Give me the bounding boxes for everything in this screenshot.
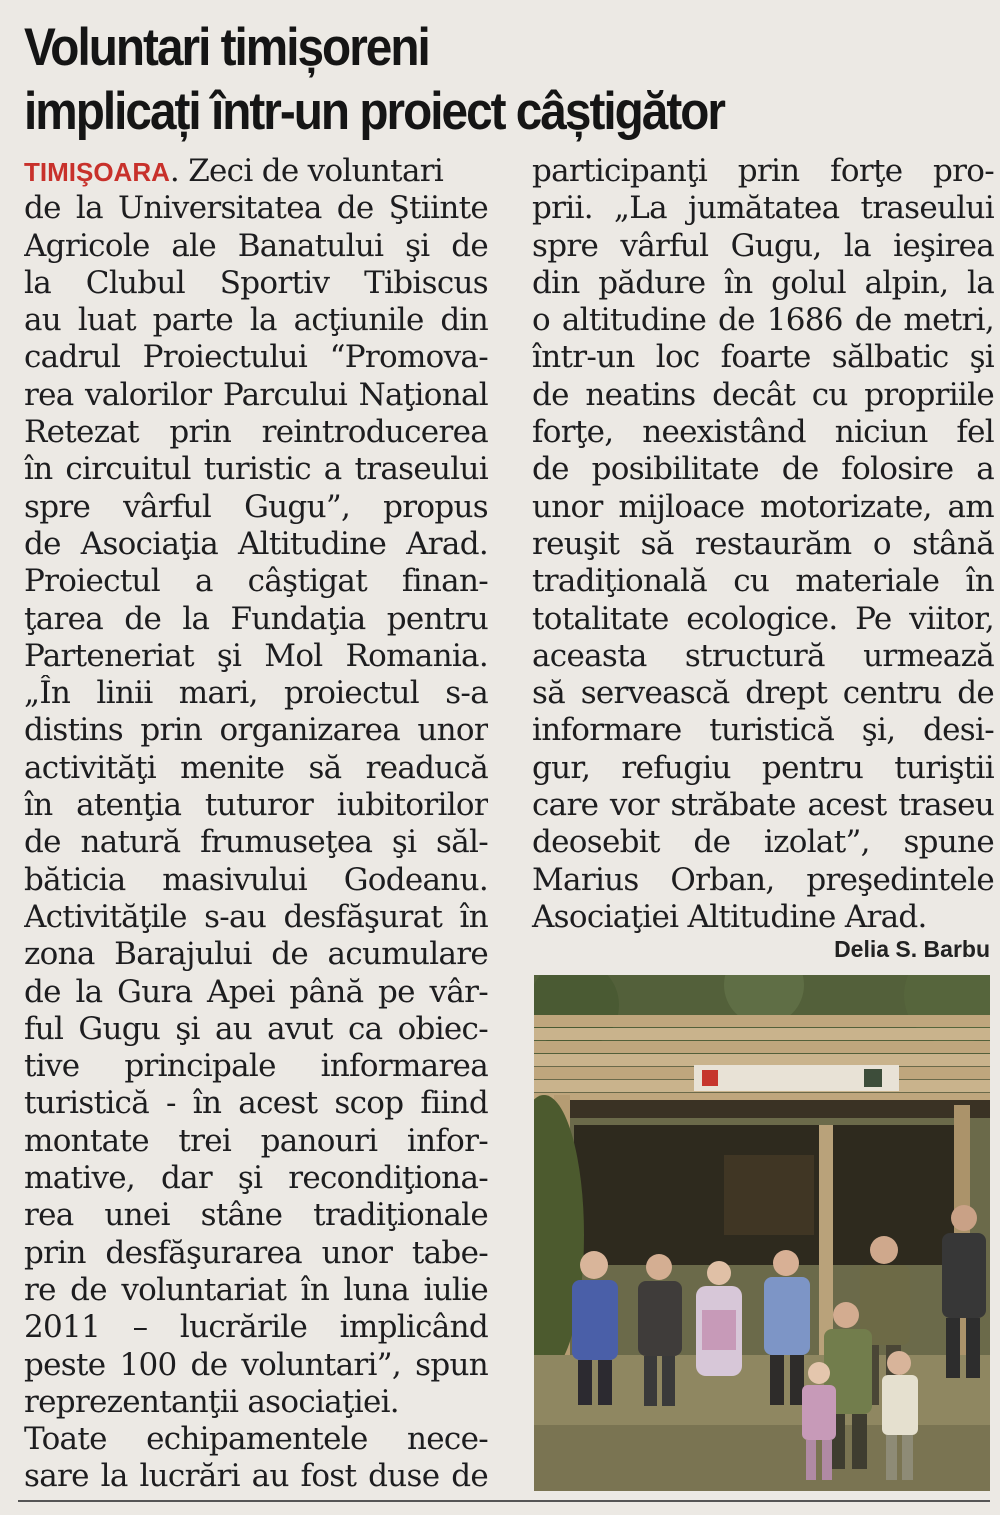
article-line: la Clubul Sportiv Tibiscus [24,264,488,301]
article-line: Parteneriat şi Mol Romania. [24,637,488,674]
article-line: de la Gura Apei până pe vâr- [24,973,488,1010]
article-line: reprezentanţii asociaţiei. [24,1383,399,1420]
article-line: Asociaţiei Altitudine Arad. [532,898,927,935]
headline [24,16,888,144]
article-line: băticia masivului Godeanu. [24,861,488,898]
article-line: peste 100 de voluntari”, spun [24,1346,488,1383]
article-line: „În linii mari, proiectul s-a [24,675,488,712]
article-line: ţarea de la Fundaţia pentru [24,600,488,637]
log-beam [534,1041,990,1053]
article-line: 2011 – lucrările implicând [24,1309,488,1346]
article-line: Proiectul a câştigat finan- [24,563,488,600]
article-line: de la Universitatea de Ştiinte [24,190,488,227]
article-line: de neatins decât cu propriile [532,376,994,413]
article-line: într-un loc foarte sălbatic şi [532,339,994,376]
article-line: distins prin organizarea unor [24,712,488,749]
article-line: montate trei panouri infor- [24,1122,488,1159]
log-beam [534,1054,990,1066]
article-line: care vor străbate acest traseu [532,787,994,824]
article-line-text: . Zeci de voluntari [169,153,444,189]
article-line: din pădure în golul alpin, la [532,264,994,301]
article-line: tive principale informarea [24,1048,488,1085]
dateline: TIMIŞOARA [24,157,170,187]
article-line: deosebit de izolat”, spune [532,824,994,861]
article-line: mative, dar şi recondiţiona- [24,1160,488,1197]
article-line: să servească drept centru de [532,675,994,712]
article-line: de Asociaţia Altitudine Arad. [24,525,488,562]
article-line: de posibilitate de folosire a [532,451,994,488]
article-line: turistică - în acest scop fiind [24,1085,488,1122]
article-line: ful Gugu şi au avut ca obiec- [24,1010,488,1047]
article-line [24,153,488,190]
article-line: în atenţia tuturor iubitorilor [24,787,488,824]
article-line: prii. „La jumătatea traseului [532,190,994,227]
article-line: rea unei stâne tradiţionale [24,1197,488,1234]
article-line: de natură frumuseţea şi săl- [24,824,488,861]
article-column-left [24,153,488,1496]
article-line: unor mijloace motorizate, am [532,488,994,525]
article-line: tradiţională cu materiale în [532,563,994,600]
article-line: re de voluntariat în luna iulie [24,1271,488,1308]
article-line: aceasta structură urmează [532,637,994,674]
article-column-right [532,153,994,936]
article-line: totalitate ecologice. Pe viitor, [532,600,994,637]
article-line: activităţi menite să readucă [24,749,488,786]
article-line: o altitudine de 1686 de metri, [532,302,994,339]
article-line: reuşit să restaurăm o stână [532,525,994,562]
article-line: în circuitul turistic a traseului [24,451,488,488]
group-photo-icon [534,975,990,1491]
article-line: Marius Orban, preşedintele [532,861,994,898]
log-beam [534,1028,990,1040]
article-line: Retezat prin reintroducerea [24,414,488,451]
bottom-rule [18,1500,990,1502]
author-byline: Delia S. Barbu [834,936,990,962]
article-line: spre vârful Gugu”, propus [24,488,488,525]
log-beam [534,1015,990,1027]
article-line: cadrul Proiectului “Promova- [24,339,488,376]
article-line: spre vârful Gugu, la ieşirea [532,227,994,264]
article-line: Toate echipamentele nece- [24,1421,488,1458]
article-photo [534,975,990,1491]
headline-line-2: implicați într-un proiect câștigător [24,82,724,141]
article-line: prin desfăşurarea unor tabe- [24,1234,488,1271]
article-line: gur, refugiu pentru turiştii [532,749,994,786]
article-line: zona Barajului de acumulare [24,936,488,973]
article-line: Activităţile s-au desfăşurat în [24,898,488,935]
article-line: rea valorilor Parcului Naţional [24,376,488,413]
article-line: Agricole ale Banatului şi de [24,227,488,264]
headline-line-1: Voluntari timișoreni [24,18,429,77]
article-line: informare turistică şi, desi- [532,712,994,749]
article-line: participanţi prin forţe pro- [532,153,994,189]
article-line: forţe, neexistând niciun fel [532,414,994,451]
article-line: au luat parte la acţiunile din [24,302,488,339]
article-line: sare la lucrări au fost duse de [24,1458,488,1495]
